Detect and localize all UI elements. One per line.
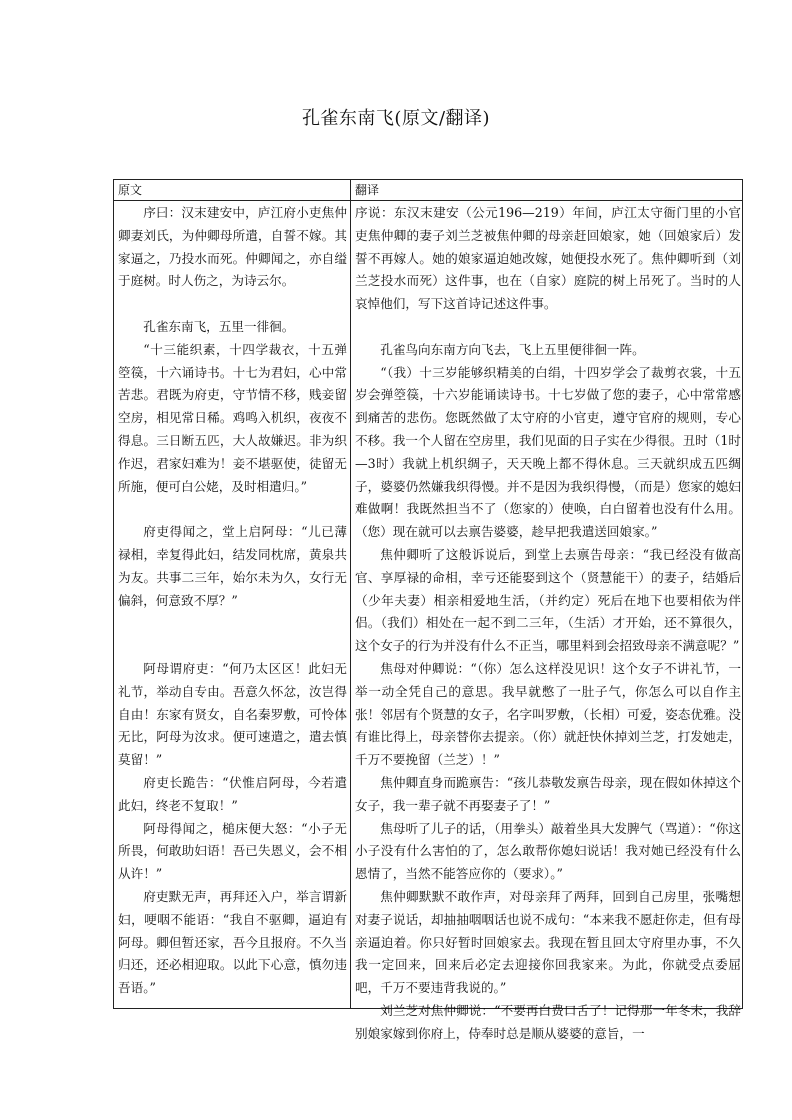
paragraph-spacer	[355, 316, 741, 339]
paragraph: 焦仲卿默默不敢作声，对母亲拜了两拜，回到自己房里，张嘴想对妻子说话，却抽抽咽咽话也说不成句：“本来我不愿赶你走，但有母亲逼迫着。你只好暂时回娘家去。我现在暂且回太守府里办事，不久我一定回来，回来后必定去迎接你回我家来。为此，你就受点委屈吧，千万不要违背我说的。”	[355, 888, 741, 996]
paragraph: 焦仲卿直身而跪禀告：“孩儿恭敬发禀告母亲，现在假如休掉这个女子，我一辈子就不再娶妻子了！”	[355, 774, 741, 813]
text-table	[113, 179, 743, 1041]
translation-text-column	[355, 202, 741, 1045]
paragraph: “（我）十三岁能够织精美的白绢，十四岁学会了裁剪衣裳，十五岁会弹箜篌，十六岁能诵读诗书。十七岁做了您的妻子，心中常常感到痛苦的悲伤。您既然做了太守府的小官吏，遵守官府的规则，专心不移。我一个人留在空房里，我们见面的日子实在少得很。丑时（1时—3时）我就上机织绸子，天天晚上都不得休息。三天就织成五匹绸子，婆婆仍然嫌我织得慢。并不是因为我织得慢，（而是）您家的媳妇难做啊！我既然担当不了（您家的）使唤，白白留着也没有什么用。（您）现在就可以去禀告婆婆，趁早把我遣送回娘家。”	[355, 364, 741, 540]
header-original: 原文	[118, 183, 143, 197]
paragraph: 孔雀鸟向东南方向飞去，飞上五里便徘徊一阵。	[380, 341, 645, 357]
paragraph: 焦母对仲卿说：“（你）怎么这样没见识！这个女子不讲礼节，一举一动全凭自己的意思。我早就憋了一肚子气，你怎么可以自作主张！邻居有个贤慧的女子，名字叫罗敷，（长相）可爱，姿态优雅。没有谁比得上，母亲替你去提亲。（你）就赶快休掉刘兰芝，打发她走，千万不要挽留（兰芝）！”	[355, 660, 741, 768]
paragraph: 阿母谓府吏：“何乃太区区！此妇无礼节，举动自专由。吾意久怀忿，汝岂得自由！东家有贤女，自名秦罗敷，可怜体无比，阿母为汝求。便可速遣之，遣去慎莫留！”	[118, 660, 347, 768]
paragraph: 焦仲卿听了这般诉说后，到堂上去禀告母亲：“我已经没有做高官、享厚禄的命相，幸亏还能娶到这个（贤慧能干）的妻子，结婚后（少年夫妻）相亲相爱地生活，（并约定）死后在地下也要相依为伴侣。（我们）相处在一起不到二三年，（生活）才开始，还不算很久，这个女子的行为并没有什么不正当，哪里料到会招致母亲不满意呢？”	[355, 546, 741, 654]
paragraph: 刘兰芝对焦仲卿说：“不要再白费口舌了！记得那一年冬末，我辞别娘家嫁到你府上，侍奉时总是顺从婆婆的意旨，一	[355, 1002, 741, 1041]
header-translation: 翻译	[355, 183, 380, 197]
paragraph-spacer	[118, 498, 347, 521]
paragraph-spacer	[118, 293, 347, 316]
paragraph: 序曰：汉末建安中，庐江府小吏焦仲卿妻刘氏，为仲卿母所遣，自誓不嫁。其家逼之，乃投水而死。仲卿闻之，亦自缢于庭树。时人伤之，为诗云尔。	[118, 205, 347, 289]
paragraph-spacer	[118, 635, 347, 658]
paragraph: 焦母听了儿子的话，（用拳头）敲着坐具大发脾气（骂道）：“你这小子没有什么害怕的了，怎么敢帮你媳妇说话！我对她已经没有什么恩情了，当然不能答应你的（要求）。”	[355, 820, 741, 882]
table-header-row	[114, 180, 742, 201]
original-text-column	[118, 202, 347, 1000]
page-title: 孔雀东南飞(原文/翻译)	[301, 108, 491, 129]
paragraph: 阿母得闻之，槌床便大怒：“小子无所畏，何敢助妇语！吾已失恩义，会不相从许！”	[118, 820, 347, 882]
paragraph: 府吏默无声，再拜还入户，举言谓新妇，哽咽不能语：“我自不驱卿，逼迫有阿母。卿但暂还家，吾今且报府。不久当归还，还必相迎取。以此下心意，慎勿违吾语。”	[118, 888, 347, 996]
paragraph: 府吏得闻之，堂上启阿母：“儿已薄禄相，幸复得此妇，结发同枕席，黄泉共为友。共事二三年，始尔未为久，女行无偏斜，何意致不厚？”	[118, 524, 347, 608]
paragraph: 序说：东汉末建安（公元196—219）年间，庐江太守衙门里的小官吏焦仲卿的妻子刘兰芝被焦仲卿的母亲赶回娘家，她（回娘家后）发誓不再嫁人。她的娘家逼迫她改嫁，她便投水死了。焦仲卿听到（刘兰芝投水而死）这件事，也在（自家）庭院的树上吊死了。当时的人哀悼他们，写下这首诗记述这件事。	[355, 205, 741, 312]
paragraph: 府吏长跪告：“伏惟启阿母，今若遣此妇，终老不复取！”	[118, 774, 347, 813]
paragraph: 孔雀东南飞，五里一徘徊。	[143, 318, 295, 334]
paragraph: “十三能织素，十四学裁衣，十五弹箜篌，十六诵诗书。十七为君妇，心中常苦悲。君既为府吏，守节情不移，贱妾留空房，相见常日稀。鸡鸣入机织，夜夜不得息。三日断五匹，大人故嫌迟。非为织作迟，君家妇难为！妾不堪驱使，徒留无所施，便可白公姥，及时相遣归。”	[118, 341, 347, 494]
column-divider	[350, 180, 351, 1008]
paragraph-spacer	[118, 612, 347, 635]
